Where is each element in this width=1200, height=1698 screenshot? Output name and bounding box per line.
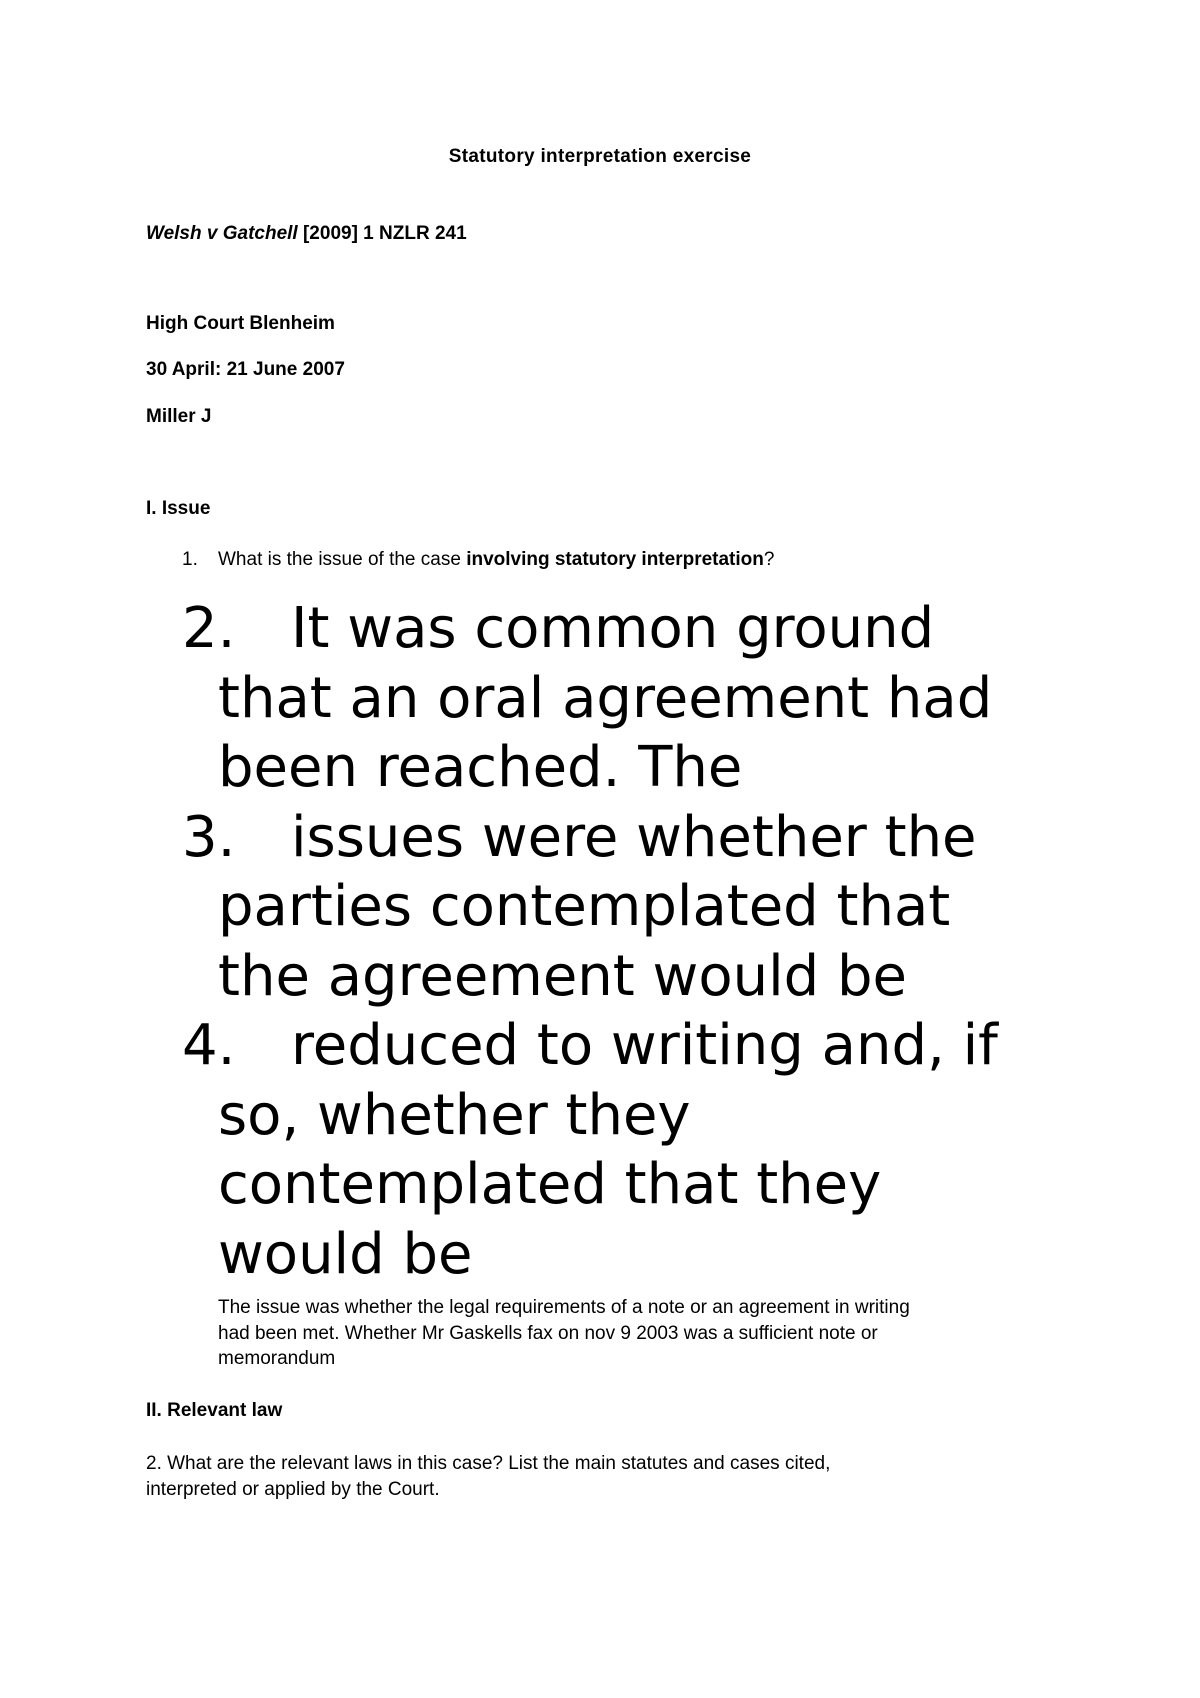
issue-heading: I. Issue bbox=[146, 498, 211, 519]
issue-question-end: ? bbox=[763, 549, 775, 570]
list-item bbox=[182, 594, 1082, 803]
list-item-text: It was common ground that an oral agreement had been reached. The bbox=[218, 596, 993, 800]
case-name: Welsh v Gatchell bbox=[146, 223, 298, 244]
case-reference: [2009] 1 NZLR 241 bbox=[297, 223, 467, 244]
issue-question-number: 1. bbox=[182, 549, 198, 570]
relevant-law-question: 2. What are the relevant laws in this case? List the main statutes and cases cited, interpreted or applied by the Court. bbox=[146, 1453, 831, 1500]
list-item-number: 3. bbox=[182, 804, 236, 870]
case-citation bbox=[146, 223, 467, 245]
hearing-dates: 30 April: 21 June 2007 bbox=[146, 359, 345, 380]
list-item-number: 4. bbox=[182, 1013, 236, 1078]
document-title: Statutory interpretation exercise bbox=[448, 146, 752, 167]
issue-question-emphasis: involving statutory interpretation bbox=[466, 549, 764, 570]
list-item bbox=[182, 803, 1082, 1012]
judge-name: Miller J bbox=[146, 406, 212, 427]
relevant-law-heading: II. Relevant law bbox=[146, 1400, 283, 1421]
issue-answer-paragraph: The issue was whether the legal requirements of a note or an agreement in writing had been met. Whether Mr Gaskells fax on nov 9 2003 was a sufficient note or memorandum bbox=[218, 1297, 910, 1369]
list-item-text: issues were whether the parties contemplated that the agreement would be bbox=[218, 804, 977, 1009]
court-name: High Court Blenheim bbox=[146, 313, 335, 334]
list-item-text: reduced to writing and, if so, whether they contemplated that they would be bbox=[218, 1013, 998, 1287]
issue-question bbox=[182, 549, 774, 571]
issue-answer-list bbox=[182, 594, 1082, 1289]
issue-question-text: What is the issue of the case bbox=[218, 549, 467, 570]
list-item bbox=[182, 1011, 1082, 1289]
list-item-number: 2. bbox=[182, 596, 236, 661]
